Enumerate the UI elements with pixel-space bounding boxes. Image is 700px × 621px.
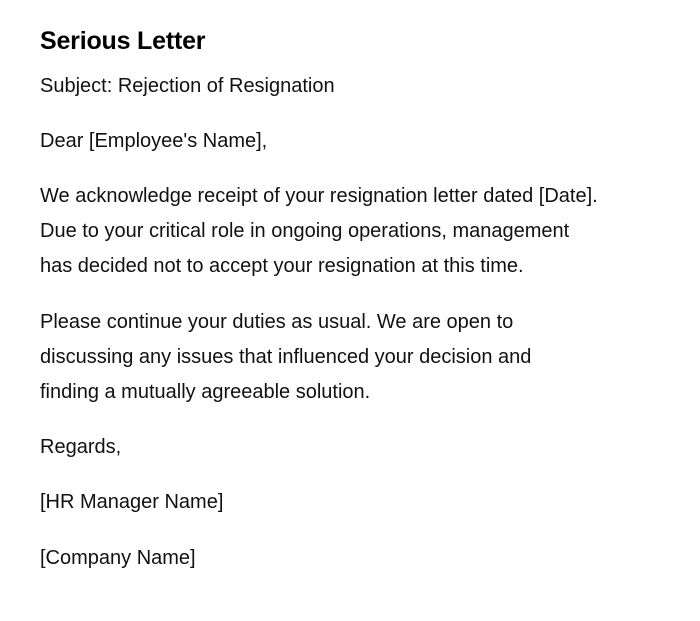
body-paragraph-2-line: Please continue your duties as usual. We are open to — [40, 311, 514, 333]
body-paragraph-2-line: discussing any issues that influenced your decision and — [40, 346, 532, 368]
body-paragraph-2 — [40, 305, 660, 410]
subject-line: Subject: Rejection of Resignation — [40, 75, 335, 97]
closing-line: Regards, — [40, 436, 122, 458]
body-paragraph-1 — [40, 179, 660, 284]
body-paragraph-2-line: finding a mutually agreeable solution. — [40, 381, 371, 403]
sender-name: [HR Manager Name] — [40, 491, 224, 513]
body-paragraph-1-line: Due to your critical role in ongoing operations, management — [40, 220, 570, 242]
body-paragraph-1-line: has decided not to accept your resignation at this time. — [40, 255, 524, 277]
body-paragraph-1-line: We acknowledge receipt of your resignation letter dated [Date]. — [40, 185, 598, 207]
company-name: [Company Name] — [40, 547, 196, 569]
greeting-line: Dear [Employee's Name], — [40, 130, 268, 152]
document-title: Serious Letter — [40, 27, 206, 55]
